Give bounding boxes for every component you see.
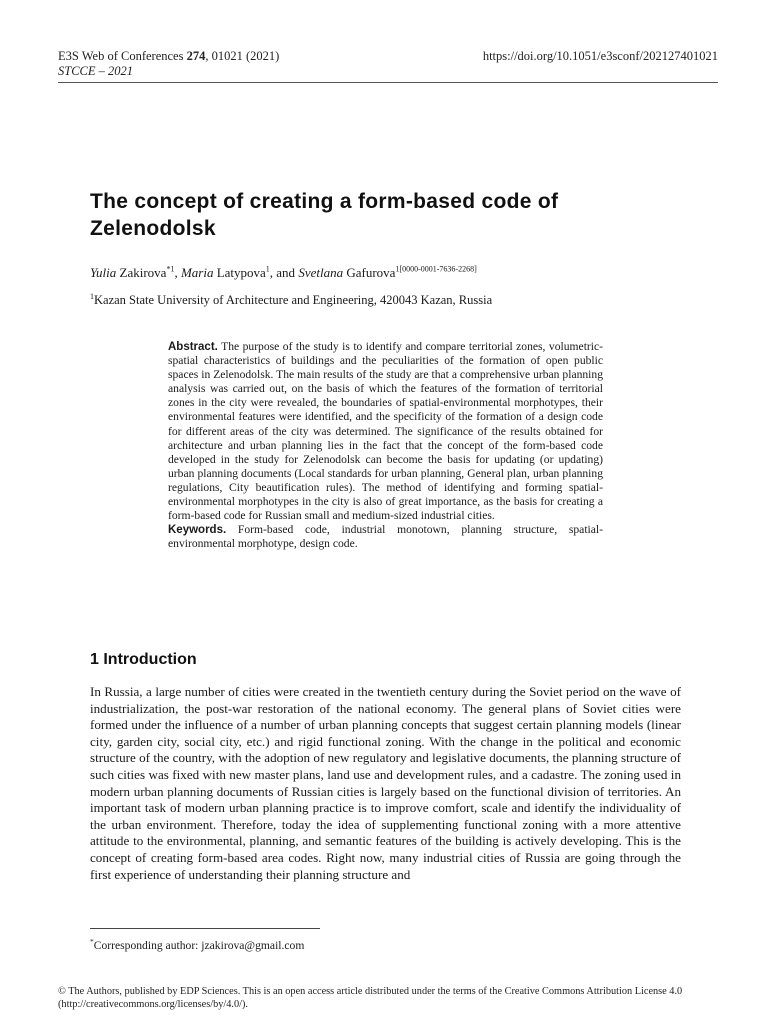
- corresponding-author: Corresponding author: jzakirova@gmail.com: [93, 938, 305, 952]
- journal-citation: E3S Web of Conferences 274, 01021 (2021): [58, 49, 280, 63]
- orcid-id: 1[0000-0001-7636-2268]: [395, 265, 477, 274]
- keywords-text: Form-based code, industrial monotown, planning structure, spatial-environmental morphotype, design code.: [168, 523, 603, 551]
- abstract-text: The purpose of the study is to identify and compare territorial zones, volumetric-spatial characteristics of buildings and the peculiarities of the formation of open public spaces in Zelenodolsk. The main results of the study are that a comprehensive urban planning analysis was carried out, on the basis of which the features of the formation of territorial zones in the city were revealed, the boundaries of spatial-environmental morphotypes, their environmental features were identified, and the specificity of the formation of a design code for different areas of the city was determined. The significance of the results obtained for architecture and urban planning lies in the fact that the concept of the form-based code developed in the study for Zelenodolsk can become the basis for updating (or updating) urban planning documents (Local standards for urban planning, General plan, urban planning regulations, City beautification rules). The method of identifying and forming spatial-environmental morphotypes in the city is also of great importance, as the basis for creating a form-based code for Russian small and medium-sized industrial cities.: [168, 340, 603, 523]
- abstract-paragraph: [168, 340, 603, 523]
- keywords-label: Keywords.: [168, 524, 227, 537]
- license-notice: © The Authors, published by EDP Sciences. This is an open access article distributed under the terms of the Creative Commons Attribution License 4.0 (http://creativecommons.org/licenses/by/4.0/).: [58, 986, 683, 1010]
- paper-title: The concept of creating a form-based code of Zelenodolsk: [90, 190, 559, 240]
- section-heading: 1 Introduction: [90, 651, 197, 668]
- body-paragraph: In Russia, a large number of cities were created in the twentieth century during the Soviet period on the wave of industrialization, the post-war restoration of the national economy. The general plans of Soviet cities were formed under the influence of a number of urban planning concepts that suggest certain planning models (linear city, garden city, social city, etc.) and rigid functional zoning. With the change in the political and economic structure of the country, with the adoption of new regulatory and legislative documents, the planning structure of such cities was fixed with new master plans, land use and development rules, and a cadastre. The zoning used in modern urban planning documents of Russian cities is largely based on the functional division of territories. An important task of modern urban planning practice is to improve comfort, scale and identify the individuality of the urban environment. Therefore, today the idea of supplementing functional zoning with a more attentive attitude to the environmental, planning, and semantic features of the building is actively developing. This is the concept of creating form-based area codes. Right now, many industrial cities of Russia are going through the first experience of understanding their planning structure and: [90, 684, 681, 882]
- doi-link[interactable]: https://doi.org/10.1051/e3sconf/202127401021: [482, 49, 718, 63]
- author: Yulia Zakirova$^{*1}$,: [90, 265, 181, 281]
- affiliation: $^1$Kazan State University of Architecture and Engineering, 420043 Kazan, Russia: [90, 292, 493, 308]
- author: Svetlana Gafurova$^{1[0000-0001-7636-2268]}$: [298, 265, 477, 281]
- footnote-divider: [90, 928, 320, 929]
- header-divider: [58, 82, 718, 83]
- abstract-label: Abstract.: [168, 341, 218, 353]
- journal-volume: 274: [186, 49, 206, 63]
- author: Maria Latypova$^1$, and: [180, 265, 299, 281]
- author-list: [90, 265, 477, 281]
- abstract-block: [168, 340, 603, 551]
- conference-name: STCCE – 2021: [58, 64, 134, 78]
- footnote: *Corresponding author: jzakirova@gmail.com: [90, 937, 305, 952]
- keywords-paragraph: [168, 523, 603, 551]
- running-header-left: [58, 49, 279, 79]
